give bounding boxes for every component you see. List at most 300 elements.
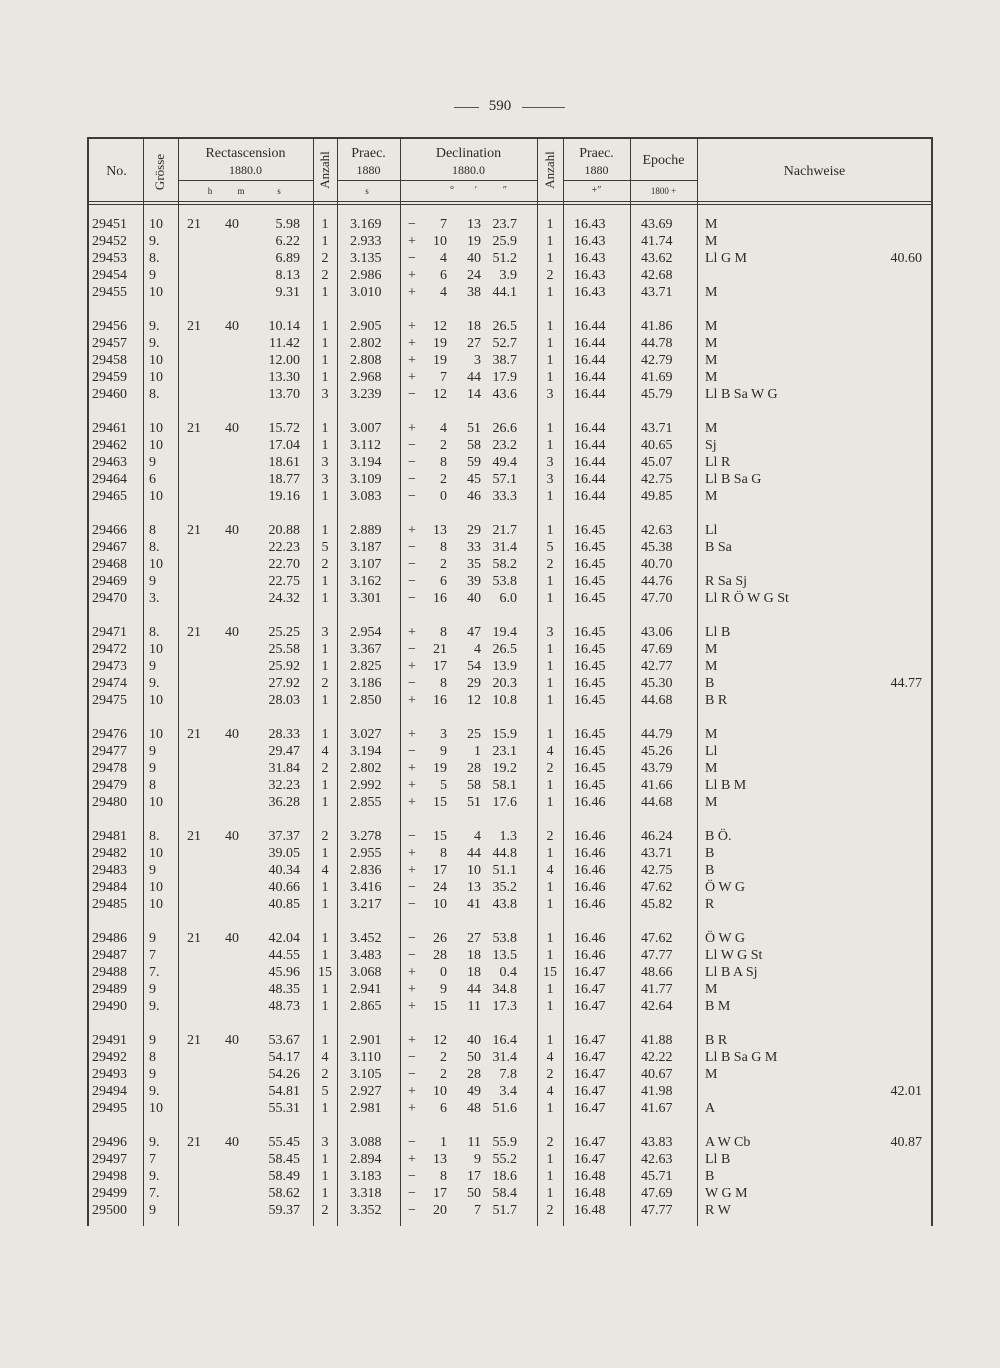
cell-star-number: 29492 <box>92 1050 127 1065</box>
table-row <box>0 760 1000 777</box>
cell-epoch: 47.62 <box>641 880 673 895</box>
cell-dec-minutes: 28 <box>467 1067 481 1082</box>
cell-dec-count: 4 <box>546 744 554 759</box>
cell-dec-minutes: 44 <box>467 370 481 385</box>
cell-dec-sign: + <box>408 761 416 776</box>
cell-dec-seconds: 35.2 <box>492 880 517 895</box>
cell-ra-precession: 2.955 <box>350 846 382 861</box>
cell-dec-minutes: 14 <box>467 387 481 402</box>
cell-dec-minutes: 4 <box>474 829 481 844</box>
cell-magnitude: 8. <box>149 251 160 266</box>
cell-ra-count: 1 <box>321 574 329 589</box>
cell-ra-precession: 2.941 <box>350 982 382 997</box>
cell-dec-sign: − <box>408 472 416 487</box>
cell-magnitude: 10 <box>149 693 163 708</box>
cell-dec-count: 1 <box>546 931 554 946</box>
cell-ra-seconds: 40.34 <box>268 863 300 878</box>
cell-dec-minutes: 3 <box>474 353 481 368</box>
cell-dec-seconds: 15.9 <box>492 727 517 742</box>
cell-ra-precession: 3.109 <box>350 472 382 487</box>
cell-dec-minutes: 59 <box>467 455 481 470</box>
cell-star-number: 29454 <box>92 268 127 283</box>
cell-star-number: 29480 <box>92 795 127 810</box>
cell-dec-minutes: 40 <box>467 591 481 606</box>
table-row <box>0 369 1000 386</box>
cell-references: Ö W G <box>705 931 745 946</box>
cell-ra-count: 1 <box>321 1186 329 1201</box>
table-row <box>0 556 1000 573</box>
cell-ra-count: 2 <box>321 251 329 266</box>
cell-dec-precession: 16.45 <box>574 744 606 759</box>
cell-star-number: 29467 <box>92 540 127 555</box>
cell-dec-minutes: 40 <box>467 251 481 266</box>
cell-magnitude: 9. <box>149 319 160 334</box>
cell-ra-seconds: 40.85 <box>268 897 300 912</box>
cell-magnitude: 9 <box>149 268 156 283</box>
cell-dec-degrees: 26 <box>433 931 447 946</box>
cell-dec-count: 1 <box>546 523 554 538</box>
cell-dec-precession: 16.45 <box>574 557 606 572</box>
cell-ra-seconds: 58.62 <box>268 1186 300 1201</box>
header-size: Grösse <box>152 153 167 191</box>
cell-ra-hours: 21 <box>187 319 201 334</box>
cell-dec-sign: + <box>408 659 416 674</box>
cell-epoch: 48.66 <box>641 965 673 980</box>
cell-dec-seconds: 58.2 <box>492 557 517 572</box>
cell-dec-degrees: 8 <box>440 625 447 640</box>
cell-dec-minutes: 50 <box>467 1186 481 1201</box>
cell-star-number: 29488 <box>92 965 127 980</box>
cell-ra-precession: 2.850 <box>350 693 382 708</box>
cell-ra-hours: 21 <box>187 931 201 946</box>
cell-dec-minutes: 11 <box>467 1135 481 1150</box>
cell-dec-degrees: 2 <box>440 1067 447 1082</box>
cell-ra-precession: 3.169 <box>350 217 382 232</box>
cell-ra-seconds: 55.45 <box>268 1135 300 1150</box>
cell-ra-seconds: 28.33 <box>268 727 300 742</box>
cell-dec-count: 1 <box>546 659 554 674</box>
table-row <box>0 1151 1000 1168</box>
cell-dec-minutes: 9 <box>474 1152 481 1167</box>
cell-ra-count: 1 <box>321 319 329 334</box>
cell-references: Ö W G <box>705 880 745 895</box>
cell-ra-seconds: 53.67 <box>268 1033 300 1048</box>
cell-dec-precession: 16.44 <box>574 472 606 487</box>
cell-ra-seconds: 18.77 <box>268 472 300 487</box>
cell-dec-precession: 16.44 <box>574 489 606 504</box>
cell-magnitude: 10 <box>149 353 163 368</box>
cell-star-number: 29457 <box>92 336 127 351</box>
cell-dec-seconds: 26.5 <box>492 642 517 657</box>
cell-dec-degrees: 5 <box>440 778 447 793</box>
cell-magnitude: 8. <box>149 829 160 844</box>
table-row <box>0 284 1000 301</box>
cell-dec-seconds: 19.4 <box>492 625 517 640</box>
cell-star-number: 29451 <box>92 217 127 232</box>
cell-references: A <box>705 1101 716 1116</box>
table-row <box>0 437 1000 454</box>
cell-dec-degrees: 10 <box>433 1084 447 1099</box>
cell-dec-seconds: 53.8 <box>492 574 517 589</box>
cell-magnitude: 10 <box>149 880 163 895</box>
cell-dec-minutes: 7 <box>474 1203 481 1218</box>
cell-extra-value: 40.60 <box>890 251 922 266</box>
cell-dec-sign: + <box>408 523 416 538</box>
table-row <box>0 1049 1000 1066</box>
cell-star-number: 29474 <box>92 676 127 691</box>
cell-dec-sign: + <box>408 1152 416 1167</box>
cell-dec-sign: + <box>408 319 416 334</box>
cell-dec-precession: 16.45 <box>574 659 606 674</box>
cell-dec-count: 1 <box>546 880 554 895</box>
cell-dec-count: 4 <box>546 863 554 878</box>
cell-epoch: 43.71 <box>641 846 673 861</box>
cell-ra-precession: 3.010 <box>350 285 382 300</box>
cell-references: B <box>705 1169 715 1184</box>
cell-dec-seconds: 58.1 <box>492 778 517 793</box>
cell-dec-minutes: 45 <box>467 472 481 487</box>
cell-dec-count: 2 <box>546 557 554 572</box>
cell-dec-degrees: 0 <box>440 965 447 980</box>
cell-magnitude: 10 <box>149 489 163 504</box>
header-no: No. <box>106 164 127 179</box>
table-row <box>0 488 1000 505</box>
cell-references: M <box>705 795 718 810</box>
cell-dec-degrees: 10 <box>433 234 447 249</box>
cell-dec-precession: 16.45 <box>574 642 606 657</box>
cell-dec-count: 1 <box>546 693 554 708</box>
cell-ra-seconds: 31.84 <box>268 761 300 776</box>
cell-epoch: 42.75 <box>641 472 673 487</box>
cell-dec-minutes: 46 <box>467 489 481 504</box>
cell-dec-seconds: 17.3 <box>492 999 517 1014</box>
cell-dec-degrees: 4 <box>440 251 447 266</box>
table-row <box>0 692 1000 709</box>
cell-epoch: 40.70 <box>641 557 673 572</box>
cell-magnitude: 8. <box>149 387 160 402</box>
cell-dec-sign: + <box>408 268 416 283</box>
cell-magnitude: 8. <box>149 625 160 640</box>
page-number: 590 <box>488 98 512 114</box>
cell-ra-seconds: 27.92 <box>268 676 300 691</box>
cell-epoch: 42.63 <box>641 1152 673 1167</box>
table-row <box>0 947 1000 964</box>
cell-dec-seconds: 23.1 <box>492 744 517 759</box>
table-row <box>0 216 1000 233</box>
cell-ra-count: 4 <box>321 744 329 759</box>
cell-ra-seconds: 25.58 <box>268 642 300 657</box>
table-row <box>0 998 1000 1015</box>
cell-star-number: 29455 <box>92 285 127 300</box>
cell-ra-precession: 3.088 <box>350 1135 382 1150</box>
cell-dec-count: 3 <box>546 472 554 487</box>
cell-ra-minutes: 40 <box>225 421 239 436</box>
cell-dec-degrees: 19 <box>433 761 447 776</box>
cell-references: Ll W G St <box>705 948 763 963</box>
cell-star-number: 29483 <box>92 863 127 878</box>
cell-dec-degrees: 20 <box>433 1203 447 1218</box>
cell-dec-precession: 16.47 <box>574 1067 606 1082</box>
cell-epoch: 45.38 <box>641 540 673 555</box>
cell-dec-precession: 16.46 <box>574 897 606 912</box>
cell-ra-seconds: 28.03 <box>268 693 300 708</box>
cell-ra-seconds: 42.04 <box>268 931 300 946</box>
cell-ra-seconds: 22.70 <box>268 557 300 572</box>
cell-references: Ll B <box>705 625 731 640</box>
cell-dec-precession: 16.47 <box>574 1033 606 1048</box>
cell-epoch: 41.86 <box>641 319 673 334</box>
cell-dec-count: 1 <box>546 336 554 351</box>
cell-dec-count: 5 <box>546 540 554 555</box>
cell-references: B <box>705 846 715 861</box>
cell-magnitude: 10 <box>149 438 163 453</box>
cell-dec-degrees: 6 <box>440 574 447 589</box>
header-epoch-title: Epoche <box>642 153 685 168</box>
cell-ra-count: 1 <box>321 1033 329 1048</box>
cell-dec-minutes: 1 <box>474 744 481 759</box>
cell-dec-precession: 16.48 <box>574 1169 606 1184</box>
cell-dec-precession: 16.44 <box>574 387 606 402</box>
cell-dec-sign: − <box>408 931 416 946</box>
cell-magnitude: 9 <box>149 455 156 470</box>
cell-ra-seconds: 36.28 <box>268 795 300 810</box>
cell-dec-count: 1 <box>546 846 554 861</box>
cell-star-number: 29481 <box>92 829 127 844</box>
table-row <box>0 352 1000 369</box>
cell-magnitude: 10 <box>149 897 163 912</box>
cell-ra-precession: 3.239 <box>350 387 382 402</box>
cell-dec-count: 15 <box>543 965 557 980</box>
header-dec-title: Declination <box>435 146 502 161</box>
table-row <box>0 794 1000 811</box>
cell-ra-hours: 21 <box>187 523 201 538</box>
table-row <box>0 420 1000 437</box>
table-row <box>0 1066 1000 1083</box>
cell-dec-minutes: 49 <box>467 1084 481 1099</box>
cell-star-number: 29456 <box>92 319 127 334</box>
cell-dec-minutes: 51 <box>467 421 481 436</box>
table-row <box>0 828 1000 845</box>
cell-magnitude: 9. <box>149 336 160 351</box>
cell-epoch: 46.24 <box>641 829 673 844</box>
cell-star-number: 29497 <box>92 1152 127 1167</box>
cell-ra-seconds: 59.37 <box>268 1203 300 1218</box>
cell-dec-seconds: 57.1 <box>492 472 517 487</box>
cell-dec-count: 2 <box>546 829 554 844</box>
cell-dec-count: 1 <box>546 574 554 589</box>
cell-ra-count: 1 <box>321 778 329 793</box>
cell-ra-hours: 21 <box>187 727 201 742</box>
cell-ra-seconds: 39.05 <box>268 846 300 861</box>
cell-ra-precession: 3.112 <box>350 438 381 453</box>
table-row <box>0 471 1000 488</box>
page-number-rule-right <box>522 107 565 108</box>
cell-dec-precession: 16.48 <box>574 1203 606 1218</box>
cell-references: M <box>705 1067 718 1082</box>
cell-epoch: 42.68 <box>641 268 673 283</box>
cell-dec-degrees: 2 <box>440 438 447 453</box>
header-references: Nachweise <box>783 164 846 179</box>
cell-ra-seconds: 58.45 <box>268 1152 300 1167</box>
cell-dec-degrees: 3 <box>440 727 447 742</box>
cell-ra-seconds: 20.88 <box>268 523 300 538</box>
cell-epoch: 47.77 <box>641 1203 673 1218</box>
cell-magnitude: 10 <box>149 727 163 742</box>
cell-dec-sign: + <box>408 795 416 810</box>
cell-ra-minutes: 40 <box>225 523 239 538</box>
cell-dec-minutes: 19 <box>467 234 481 249</box>
table-row <box>0 1134 1000 1151</box>
cell-dec-degrees: 17 <box>433 863 447 878</box>
cell-magnitude: 8 <box>149 523 156 538</box>
cell-dec-seconds: 17.6 <box>492 795 517 810</box>
cell-dec-sign: − <box>408 574 416 589</box>
cell-dec-sign: + <box>408 285 416 300</box>
cell-dec-degrees: 0 <box>440 489 447 504</box>
cell-references: M <box>705 234 718 249</box>
cell-dec-sign: + <box>408 336 416 351</box>
table-row <box>0 930 1000 947</box>
cell-ra-minutes: 40 <box>225 217 239 232</box>
cell-dec-precession: 16.45 <box>574 540 606 555</box>
cell-ra-seconds: 25.25 <box>268 625 300 640</box>
cell-references: M <box>705 319 718 334</box>
cell-dec-seconds: 55.9 <box>492 1135 517 1150</box>
cell-references: Ll G M <box>705 251 747 266</box>
cell-magnitude: 10 <box>149 642 163 657</box>
cell-ra-minutes: 40 <box>225 727 239 742</box>
cell-dec-precession: 16.47 <box>574 1050 606 1065</box>
cell-dec-seconds: 44.8 <box>492 846 517 861</box>
cell-dec-minutes: 33 <box>467 540 481 555</box>
cell-ra-seconds: 32.23 <box>268 778 300 793</box>
cell-dec-precession: 16.46 <box>574 863 606 878</box>
cell-dec-degrees: 8 <box>440 455 447 470</box>
cell-dec-seconds: 51.6 <box>492 1101 517 1116</box>
cell-ra-seconds: 8.13 <box>275 268 300 283</box>
cell-ra-minutes: 40 <box>225 931 239 946</box>
cell-references: B R <box>705 693 728 708</box>
cell-dec-degrees: 17 <box>433 659 447 674</box>
cell-epoch: 45.79 <box>641 387 673 402</box>
cell-dec-minutes: 25 <box>467 727 481 742</box>
cell-ra-precession: 3.105 <box>350 1067 382 1082</box>
cell-dec-sign: + <box>408 693 416 708</box>
cell-ra-seconds: 10.14 <box>268 319 300 334</box>
cell-dec-seconds: 52.7 <box>492 336 517 351</box>
cell-magnitude: 10 <box>149 846 163 861</box>
cell-ra-count: 1 <box>321 727 329 742</box>
cell-epoch: 41.88 <box>641 1033 673 1048</box>
table-row <box>0 573 1000 590</box>
cell-magnitude: 3. <box>149 591 160 606</box>
cell-magnitude: 9 <box>149 744 156 759</box>
cell-dec-degrees: 15 <box>433 829 447 844</box>
cell-references: Ll R <box>705 455 731 470</box>
cell-dec-sign: − <box>408 387 416 402</box>
header-ra-unit-h: h <box>207 186 213 196</box>
cell-dec-precession: 16.45 <box>574 574 606 589</box>
cell-dec-precession: 16.46 <box>574 931 606 946</box>
cell-star-number: 29466 <box>92 523 127 538</box>
cell-ra-count: 2 <box>321 1203 329 1218</box>
cell-dec-sign: − <box>408 489 416 504</box>
cell-epoch: 43.71 <box>641 421 673 436</box>
header-bottom-rule <box>87 201 933 202</box>
cell-epoch: 42.22 <box>641 1050 673 1065</box>
cell-ra-precession: 3.452 <box>350 931 382 946</box>
cell-dec-precession: 16.45 <box>574 676 606 691</box>
cell-dec-sign: + <box>408 965 416 980</box>
header-dec-praec-unit: +″ <box>591 185 602 196</box>
cell-ra-count: 1 <box>321 353 329 368</box>
cell-magnitude: 9 <box>149 761 156 776</box>
cell-dec-sign: − <box>408 1186 416 1201</box>
cell-ra-count: 1 <box>321 880 329 895</box>
table-row <box>0 726 1000 743</box>
table-row <box>0 777 1000 794</box>
cell-ra-count: 4 <box>321 863 329 878</box>
cell-ra-precession: 3.162 <box>350 574 382 589</box>
cell-ra-precession: 3.483 <box>350 948 382 963</box>
cell-ra-seconds: 17.04 <box>268 438 300 453</box>
cell-dec-sign: + <box>408 999 416 1014</box>
cell-dec-degrees: 7 <box>440 370 447 385</box>
cell-dec-sign: + <box>408 234 416 249</box>
cell-dec-seconds: 26.6 <box>492 421 517 436</box>
cell-star-number: 29473 <box>92 659 127 674</box>
cell-dec-count: 4 <box>546 1084 554 1099</box>
cell-dec-precession: 16.45 <box>574 523 606 538</box>
cell-dec-degrees: 13 <box>433 523 447 538</box>
cell-references: B Sa <box>705 540 732 555</box>
cell-magnitude: 9 <box>149 1067 156 1082</box>
cell-dec-sign: − <box>408 829 416 844</box>
cell-ra-seconds: 22.75 <box>268 574 300 589</box>
cell-star-number: 29459 <box>92 370 127 385</box>
cell-references: M <box>705 353 718 368</box>
cell-star-number: 29465 <box>92 489 127 504</box>
cell-ra-seconds: 48.35 <box>268 982 300 997</box>
cell-ra-seconds: 58.49 <box>268 1169 300 1184</box>
cell-dec-degrees: 17 <box>433 1186 447 1201</box>
cell-magnitude: 9 <box>149 1033 156 1048</box>
cell-epoch: 42.63 <box>641 523 673 538</box>
cell-ra-hours: 21 <box>187 829 201 844</box>
cell-dec-count: 1 <box>546 1169 554 1184</box>
cell-magnitude: 8 <box>149 1050 156 1065</box>
cell-epoch: 41.66 <box>641 778 673 793</box>
cell-dec-minutes: 27 <box>467 931 481 946</box>
cell-ra-precession: 3.187 <box>350 540 382 555</box>
table-row <box>0 845 1000 862</box>
cell-epoch: 42.77 <box>641 659 673 674</box>
cell-star-number: 29498 <box>92 1169 127 1184</box>
cell-dec-count: 1 <box>546 897 554 912</box>
cell-ra-precession: 2.901 <box>350 1033 382 1048</box>
cell-ra-precession: 2.825 <box>350 659 382 674</box>
cell-references: M <box>705 982 718 997</box>
cell-dec-precession: 16.43 <box>574 251 606 266</box>
cell-references: M <box>705 659 718 674</box>
header-ra-praec-title: Praec. <box>351 146 386 161</box>
cell-epoch: 47.69 <box>641 642 673 657</box>
cell-dec-precession: 16.44 <box>574 455 606 470</box>
cell-references <box>705 1083 845 1100</box>
cell-epoch: 42.79 <box>641 353 673 368</box>
cell-dec-precession: 16.44 <box>574 421 606 436</box>
cell-dec-seconds: 7.8 <box>499 1067 517 1082</box>
